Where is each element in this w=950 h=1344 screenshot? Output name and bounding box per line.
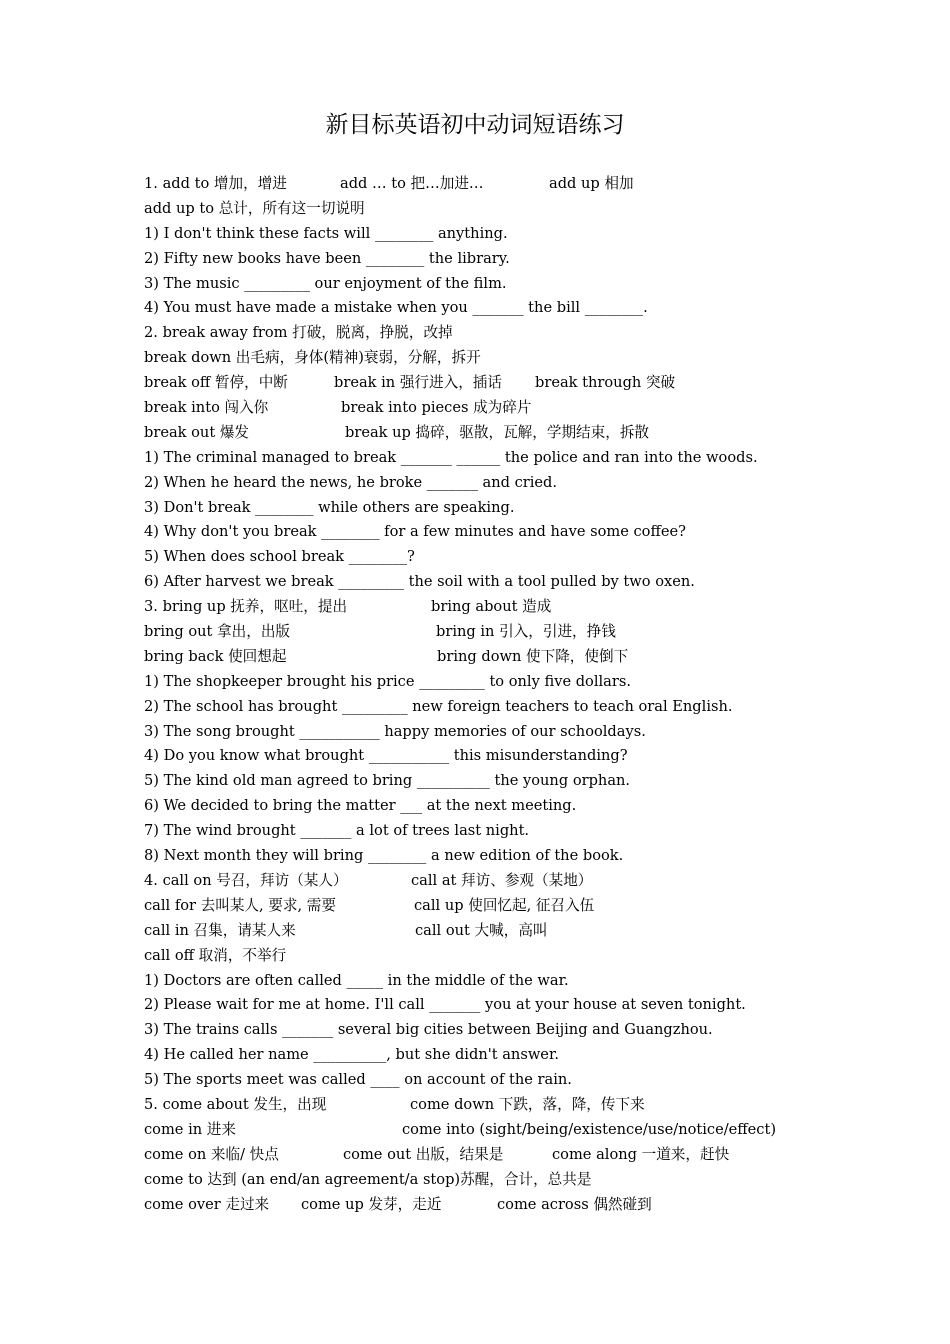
exercise-content <box>144 172 864 1217</box>
line-segment: 1) I don't think these facts will ________ anything. <box>144 224 508 242</box>
line-segment: 3) The trains calls _______ several big cities between Beijing and Guangzhou. <box>144 1021 713 1039</box>
line-segment: come over 走过来 <box>144 1195 270 1213</box>
line-segment: 4) Why don't you break ________ for a few minutes and have some coffee? <box>144 523 686 541</box>
text-line <box>144 1118 864 1143</box>
text-line <box>144 321 864 346</box>
line-segment: call at 拜访、参观（某地） <box>411 871 593 889</box>
line-segment: call out 大喊，高叫 <box>415 921 548 939</box>
line-segment: 5. come about 发生，出现 <box>144 1095 327 1113</box>
text-line <box>144 1068 864 1093</box>
line-segment: come down 下跌，落，降，传下来 <box>410 1095 645 1113</box>
line-segment: break up 捣碎，驱散，瓦解，学期结束，拆散 <box>345 423 650 441</box>
line-segment: break off 暂停，中断 <box>144 374 288 392</box>
text-line <box>144 172 864 197</box>
line-segment: 2) When he heard the news, he broke _______ and cried. <box>144 473 558 491</box>
text-line <box>144 496 864 521</box>
text-line <box>144 197 864 222</box>
text-line <box>144 222 864 247</box>
text-line <box>144 1043 864 1068</box>
line-segment: call up 使回忆起, 征召入伍 <box>414 896 595 914</box>
text-line <box>144 894 864 919</box>
text-line <box>144 1168 864 1193</box>
line-segment: 2. break away from 打破，脱离，挣脱，改掉 <box>144 324 453 342</box>
line-segment: bring about 造成 <box>431 598 552 616</box>
line-segment: bring down 使下降，使倒下 <box>437 647 629 665</box>
text-line <box>144 720 864 745</box>
text-line <box>144 396 864 421</box>
line-segment: 3) The song brought ___________ happy memories of our schooldays. <box>144 722 646 740</box>
line-segment: add up to 总计，所有这一切说明 <box>144 199 365 217</box>
line-segment: 4) You must have made a mistake when you _______ the bill ________. <box>144 299 648 317</box>
line-segment: call in 召集，请某人来 <box>144 921 296 939</box>
line-segment: break into pieces 成为碎片 <box>341 399 532 417</box>
line-segment: come to 达到 (an end/an agreement/a stop)苏醒，合计，总共是 <box>144 1170 592 1188</box>
line-segment: call off 取消，不举行 <box>144 946 287 964</box>
line-segment: 7) The wind brought _______ a lot of trees last night. <box>144 822 530 840</box>
line-segment: 6) After harvest we break _________ the soil with a tool pulled by two oxen. <box>144 573 695 591</box>
text-line <box>144 520 864 545</box>
text-line <box>144 1093 864 1118</box>
text-line <box>144 1193 864 1218</box>
text-line <box>144 296 864 321</box>
line-segment: come across 偶然碰到 <box>497 1195 652 1213</box>
page-title: 新目标英语初中动词短语练习 <box>325 112 625 138</box>
text-line <box>144 645 864 670</box>
text-line <box>144 993 864 1018</box>
line-segment: add … to 把…加进… <box>340 175 484 192</box>
text-line <box>144 869 864 894</box>
line-segment: come on 来临/ 快点 <box>144 1145 279 1163</box>
line-segment: 2) Fifty new books have been ________ the library. <box>144 249 510 267</box>
line-segment: come out 出版，结果是 <box>343 1145 504 1163</box>
line-segment: break down 出毛病，身体(精神)衰弱，分解，拆开 <box>144 349 481 367</box>
line-segment: 1. add to 增加，增进 <box>144 175 287 192</box>
text-line <box>144 247 864 272</box>
text-line <box>144 371 864 396</box>
line-segment: 3. bring up 抚养，呕吐，提出 <box>144 598 348 616</box>
line-segment: 2) The school has brought _________ new foreign teachers to teach oral English. <box>144 697 733 715</box>
text-line <box>144 570 864 595</box>
text-line <box>144 670 864 695</box>
line-segment: 4. call on 号召，拜访（某人） <box>144 871 348 889</box>
line-segment: call for 去叫某人, 要求, 需要 <box>144 896 336 914</box>
text-line <box>144 769 864 794</box>
line-segment: 5) When does school break ________? <box>144 548 415 566</box>
text-line <box>144 595 864 620</box>
line-segment: come into (sight/being/existence/use/notice/effect) <box>402 1120 777 1138</box>
text-line <box>144 794 864 819</box>
line-segment: break in 强行进入，插话 <box>334 374 502 392</box>
line-segment: 3) The music _________ our enjoyment of the film. <box>144 274 507 292</box>
text-line <box>144 545 864 570</box>
text-line <box>144 346 864 371</box>
line-segment: 8) Next month they will bring ________ a new edition of the book. <box>144 847 624 865</box>
line-segment: bring in 引入，引进，挣钱 <box>436 623 616 641</box>
text-line <box>144 471 864 496</box>
line-segment: 3) Don't break ________ while others are speaking. <box>144 498 515 516</box>
text-line <box>144 446 864 471</box>
line-segment: 4) He called her name __________, but she didn't answer. <box>144 1046 559 1064</box>
text-line <box>144 421 864 446</box>
line-segment: 1) Doctors are often called _____ in the middle of the war. <box>144 971 569 989</box>
text-line <box>144 1143 864 1168</box>
text-line <box>144 919 864 944</box>
text-line <box>144 969 864 994</box>
text-line <box>144 844 864 869</box>
line-segment: 1) The criminal managed to break _______ ______ the police and ran into the woods. <box>144 448 758 466</box>
line-segment: break through 突破 <box>535 374 676 392</box>
line-segment: 4) Do you know what brought ___________ this misunderstanding? <box>144 747 628 765</box>
line-segment: come in 进来 <box>144 1120 236 1138</box>
text-line <box>144 695 864 720</box>
text-line <box>144 272 864 297</box>
line-segment: 1) The shopkeeper brought his price _________ to only five dollars. <box>144 672 631 690</box>
text-line <box>144 620 864 645</box>
line-segment: bring back 使回想起 <box>144 647 287 665</box>
text-line <box>144 819 864 844</box>
text-line <box>144 1018 864 1043</box>
line-segment: 6) We decided to bring the matter ___ at the next meeting. <box>144 797 577 815</box>
text-line <box>144 744 864 769</box>
text-line <box>144 944 864 969</box>
line-segment: come up 发芽，走近 <box>301 1195 442 1213</box>
line-segment: break into 闯入你 <box>144 399 269 417</box>
line-segment: come along 一道来，赶快 <box>552 1145 730 1163</box>
line-segment: 5) The sports meet was called ____ on account of the rain. <box>144 1071 572 1089</box>
line-segment: 2) Please wait for me at home. I'll call _______ you at your house at seven tonight. <box>144 996 746 1014</box>
line-segment: add up 相加 <box>549 175 634 192</box>
line-segment: 5) The kind old man agreed to bring __________ the young orphan. <box>144 772 631 790</box>
line-segment: break out 爆发 <box>144 423 250 441</box>
line-segment: bring out 拿出，出版 <box>144 623 291 641</box>
